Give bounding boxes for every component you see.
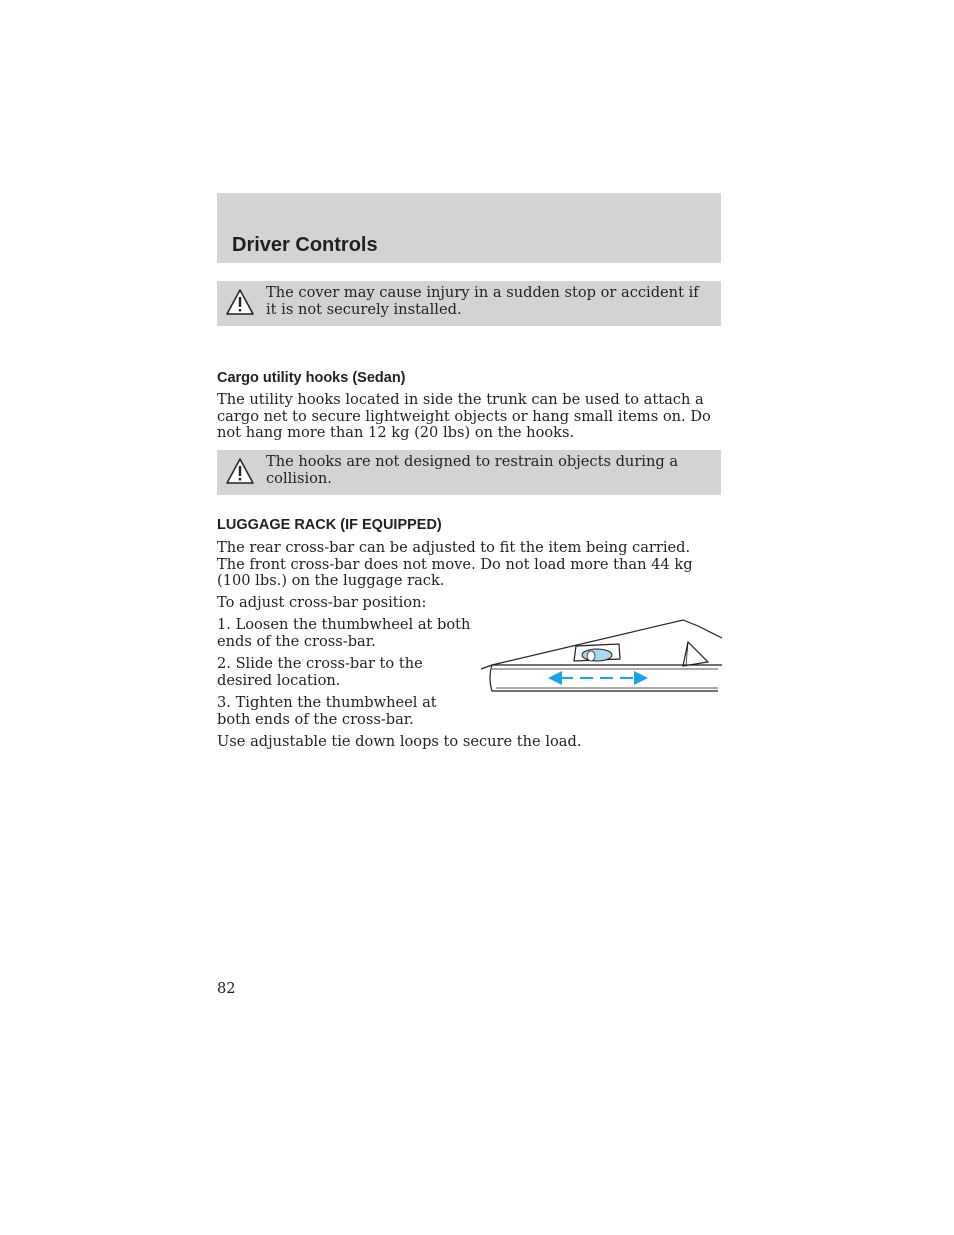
warning-box [217, 450, 721, 495]
section-header [217, 193, 721, 263]
warning-text: The hooks are not designed to restrain objects during a collision. [266, 453, 679, 487]
luggage-rack-heading: LUGGAGE RACK (IF EQUIPPED) [217, 517, 442, 533]
luggage-rack-intro: The rear cross-bar can be adjusted to fit the item being carried. The front cross-bar does not move. Do not load more than 44 kg (100 lbs.) on the luggage rack. [217, 539, 693, 589]
step-item: 1. Loosen the thumbwheel at both ends of the cross-bar. [217, 616, 471, 650]
warning-text: The cover may cause injury in a sudden stop or accident if it is not securely installed. [266, 284, 699, 318]
step-item: 3. Tighten the thumbwheel at both ends of the cross-bar. [217, 694, 437, 728]
warning-triangle-icon [225, 457, 255, 485]
page-number: 82 [217, 980, 236, 997]
cargo-hooks-paragraph: The utility hooks located in side the trunk can be used to attach a cargo net to secure lightweight objects or hang small items on. Do not hang more than 12 kg (20 lbs) on the hooks. [217, 391, 711, 441]
warning-triangle-icon [225, 288, 255, 316]
warning-box [217, 281, 721, 326]
cargo-hooks-heading: Cargo utility hooks (Sedan) [217, 370, 406, 386]
closing-paragraph: Use adjustable tie down loops to secure the load. [217, 733, 582, 750]
section-title: Driver Controls [232, 234, 378, 256]
steps-intro: To adjust cross-bar position: [217, 594, 427, 611]
luggage-rack-crossbar-illustration [478, 612, 724, 696]
step-item: 2. Slide the cross-bar to the desired location. [217, 655, 423, 689]
